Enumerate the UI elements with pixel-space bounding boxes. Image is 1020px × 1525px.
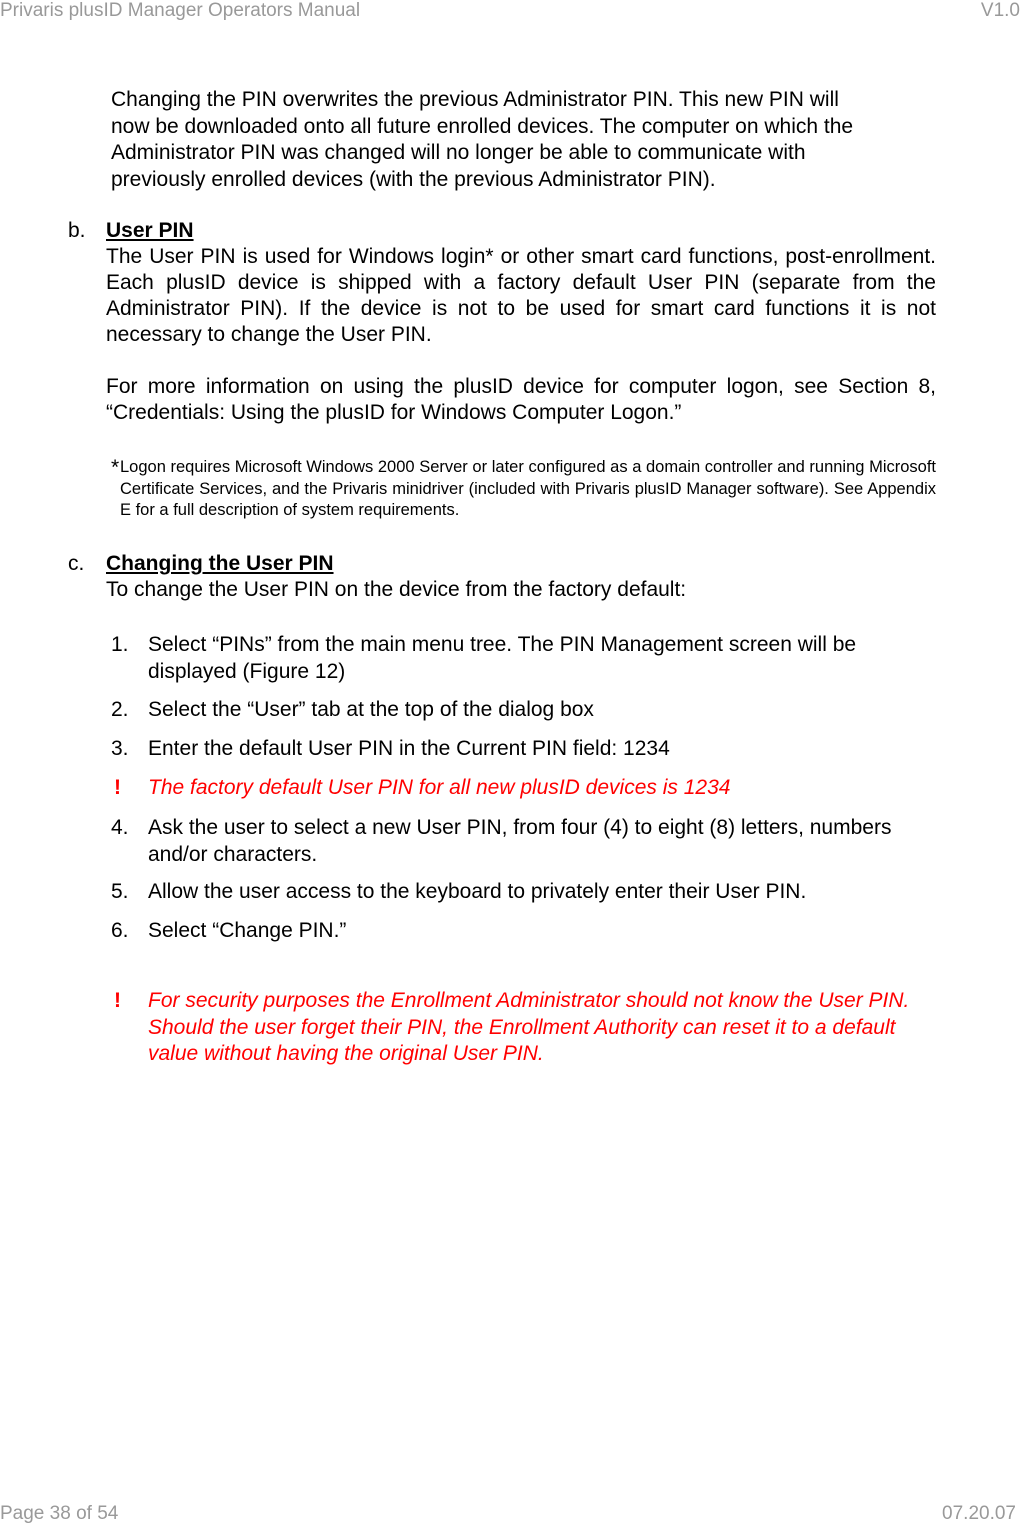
section-title: User PIN	[106, 219, 194, 242]
list-item	[111, 736, 936, 763]
intro-line: previously enrolled devices (with the previous Administrator PIN).	[111, 167, 716, 191]
document-title: Privaris plusID Manager Operators Manual	[0, 0, 361, 21]
section-changing-user-pin	[68, 551, 936, 603]
page-number: Page 38 of 54	[0, 1503, 119, 1524]
section-user-pin	[68, 218, 936, 426]
list-item	[111, 918, 936, 945]
admin-pin-note	[111, 87, 941, 193]
warning-text: For security purposes the Enrollment Administrator should not know the User PIN. Should the user forget their PIN, the Enrollment Authority can reset it to a default value without having the original User PIN.	[148, 989, 910, 1065]
step-text: Select the “User” tab at the top of the dialog box	[148, 698, 594, 721]
warning-text: The factory default User PIN for all new plusID devices is 1234	[148, 776, 731, 799]
section-letter: c.	[68, 552, 85, 575]
document-date: 07.20.07	[942, 1503, 1016, 1524]
step-number: 5.	[111, 880, 129, 903]
warning-note	[111, 988, 936, 1068]
list-item	[111, 697, 936, 724]
section-title: Changing the User PIN	[106, 552, 334, 575]
logon-reference-paragraph: For more information on using the plusID device for computer logon, see Section 8, “Credentials: Using the plusID for Windows Computer Logon.”	[106, 375, 936, 424]
footnote-text: Logon requires Microsoft Windows 2000 Server or later configured as a domain controller and running Microsoft Certificate Services, and the Privaris minidriver (included with Privaris plusID Manager software). See Appendix E for a full description of system requirements.	[120, 458, 936, 519]
section-letter: b.	[68, 219, 86, 242]
list-item	[111, 632, 936, 685]
step-text: Select “Change PIN.”	[148, 919, 347, 942]
user-pin-paragraph: The User PIN is used for Windows login* or other smart card functions, post-enrollment. Each plusID device is shipped with a factory default User PIN (separate from the Administrator PIN). If the device is not to be used for smart card functions it is not necessary to change the User PIN.	[106, 245, 936, 346]
intro-line: Changing the PIN overwrites the previous Administrator PIN. This new PIN will	[111, 88, 839, 111]
step-text: Allow the user access to the keyboard to privately enter their User PIN.	[148, 880, 807, 903]
step-text: Ask the user to select a new User PIN, from four (4) to eight (8) letters, numbers and/or characters.	[148, 816, 892, 866]
step-number: 3.	[111, 737, 129, 760]
list-item	[111, 815, 936, 868]
step-text: Select “PINs” from the main menu tree. The PIN Management screen will be displayed (Figure 12)	[148, 633, 857, 683]
logon-footnote	[111, 456, 936, 522]
footnote-asterisk: *	[111, 456, 120, 479]
warning-icon: !	[114, 989, 121, 1012]
list-item	[111, 879, 936, 906]
step-number: 4.	[111, 816, 129, 839]
step-number: 6.	[111, 919, 129, 942]
step-number: 1.	[111, 633, 129, 656]
warning-icon: !	[114, 776, 121, 799]
intro-line: now be downloaded onto all future enrolled devices. The computer on which the	[111, 114, 854, 138]
warning-note	[111, 775, 936, 802]
step-number: 2.	[111, 698, 129, 721]
intro-line: Administrator PIN was changed will no longer be able to communicate with	[111, 141, 806, 164]
section-intro: To change the User PIN on the device from the factory default:	[106, 578, 687, 601]
document-version: V1.0	[980, 0, 1020, 21]
step-text: Enter the default User PIN in the Current PIN field: 1234	[148, 737, 670, 760]
